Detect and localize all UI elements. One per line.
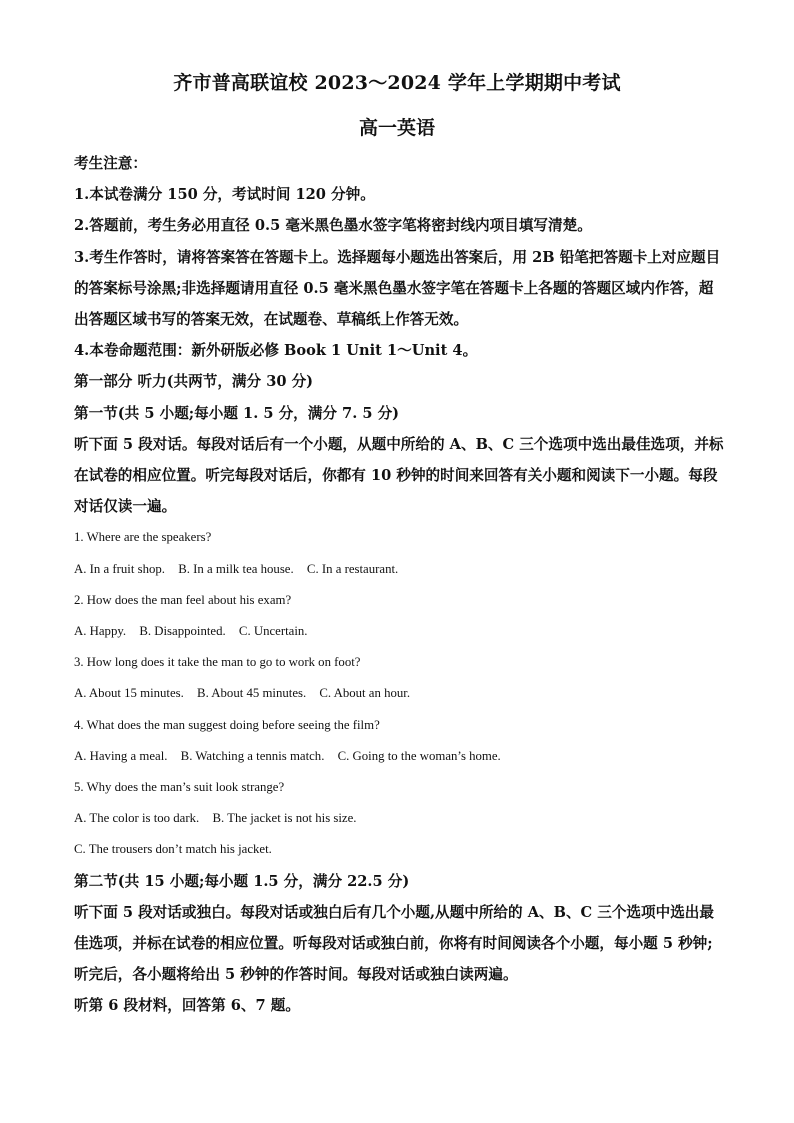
- exam-body: [74, 148, 726, 1022]
- question-1-options: [74, 554, 726, 585]
- question-1: 1. Where are the speakers?: [74, 530, 212, 545]
- option-a: A. About 15 minutes.: [74, 686, 184, 701]
- option-b: B. About 45 minutes.: [197, 686, 307, 701]
- question-4-options: [74, 741, 726, 772]
- option-a: A. In a fruit shop.: [74, 561, 165, 576]
- question-2-options: [74, 616, 726, 647]
- section2-instructions: 听下面 5 段对话或独白。每段对话或独白后有几个小题,从题中所给的 A、B、C 三个选项中选出最佳选项，并标在试卷的相应位置。听每段对话或独白前，你将有时间阅读各个小题，每小题 5 秒钟;听完后，各小题将给出 5 秒钟的作答时间。每段对话或独白读两遍。: [74, 903, 714, 984]
- option-b: B. Watching a tennis match.: [180, 748, 325, 763]
- section1-heading: 第一节(共 5 小题;每小题 1. 5 分，满分 7. 5 分): [74, 404, 400, 422]
- option-c: C. In a restaurant.: [306, 561, 399, 576]
- section1-instructions: 听下面 5 段对话。每段对话后有一个小题，从题中所给的 A、B、C 三个选项中选出最佳选项，并标在试卷的相应位置。听完每段对话后，你都有 10 秒钟的时间来回答有关小题和阅读下一小题。每段对话仅读一遍。: [74, 435, 724, 516]
- exam-subject: 高一英语: [358, 117, 435, 139]
- question-3: 3. How long does it take the man to go to work on foot?: [74, 655, 361, 670]
- option-c: C. Uncertain.: [238, 624, 308, 639]
- notice-item-4: 4.本卷命题范围：新外研版必修 Book 1 Unit 1～Unit 4。: [74, 342, 478, 360]
- notice-item-2: 2.答题前，考生务必用直径 0.5 毫米黑色墨水签字笔将密封线内项目填写清楚。: [74, 217, 592, 235]
- question-3-options: [74, 678, 726, 709]
- question-4: 4. What does the man suggest doing before seeing the film?: [74, 717, 380, 732]
- option-c: C. The trousers don’t match his jacket.: [74, 842, 272, 857]
- option-a: A. Having a meal.: [74, 748, 168, 763]
- question-5-options: [74, 803, 726, 834]
- exam-title: 齐市普高联谊校 2023～2024 学年上学期期中考试: [173, 72, 621, 94]
- notice-item-1: 1.本试卷满分 150 分，考试时间 120 分钟。: [74, 186, 375, 204]
- option-a: A. The color is too dark.: [74, 811, 200, 826]
- notice-heading: 考生注意：: [74, 155, 147, 172]
- option-b: B. The jacket is not his size.: [212, 811, 357, 826]
- question-2: 2. How does the man feel about his exam?: [74, 592, 292, 607]
- question-5: 5. Why does the man’s suit look strange?: [74, 780, 285, 795]
- notice-item-3: 3.考生作答时，请将答案答在答题卡上。选择题每小题选出答案后，用 2B 铅笔把答题卡上对应题目的答案标号涂黑;非选择题请用直径 0.5 毫米黑色墨水签字笔在答题卡上各题的答题区域内作答，超出答题区域书写的答案无效，在试题卷、草稿纸上作答无效。: [74, 248, 721, 329]
- option-b: B. Disappointed.: [139, 624, 226, 639]
- option-c: C. About an hour.: [319, 686, 411, 701]
- option-a: A. Happy.: [74, 624, 127, 639]
- section2-heading: 第二节(共 15 小题;每小题 1.5 分，满分 22.5 分): [74, 872, 410, 890]
- option-b: B. In a milk tea house.: [178, 561, 294, 576]
- option-c: C. Going to the woman’s home.: [337, 748, 501, 763]
- material-6-prompt: 听第 6 段材料，回答第 6、7 题。: [74, 997, 300, 1015]
- question-5-option-c-line: [74, 834, 726, 865]
- part1-heading: 第一部分 听力(共两节，满分 30 分): [74, 373, 314, 391]
